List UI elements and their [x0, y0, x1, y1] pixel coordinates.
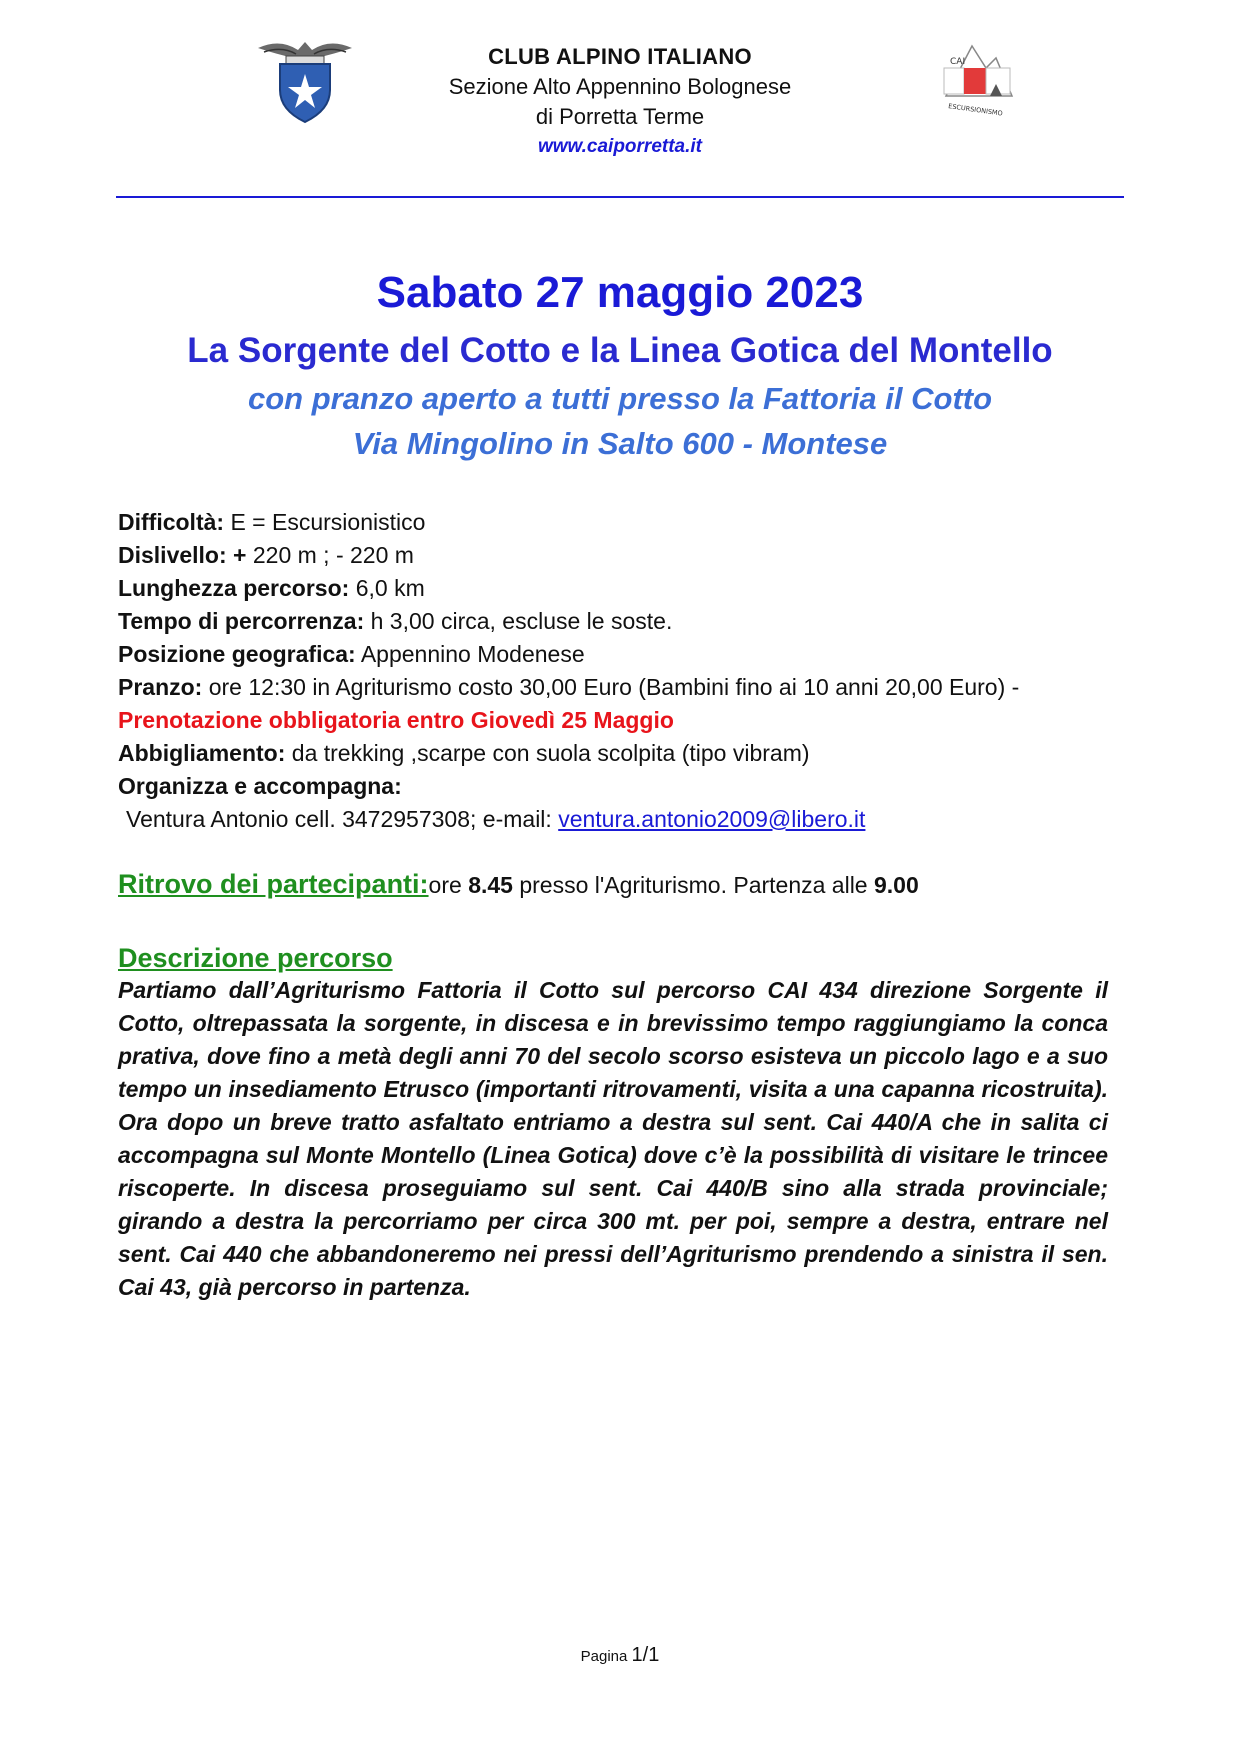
difficulty-label: Difficoltà:	[118, 509, 225, 535]
page-number: 1/1	[631, 1644, 660, 1666]
length-value: 6,0 km	[349, 575, 425, 601]
lunch-label: Pranzo:	[118, 674, 203, 700]
duration-row	[118, 605, 1128, 638]
website-link[interactable]: www.caiporretta.it	[538, 136, 702, 157]
svg-text:ESCURSIONISMO: ESCURSIONISMO	[947, 102, 1004, 118]
cai-escursionismo-logo	[938, 38, 1018, 122]
departure-time: 9.00	[874, 872, 919, 898]
lunch-value: ore 12:30 in Agriturismo costo 30,00 Euro (Bambini fino ai 10 anni 20,00 Euro) -	[202, 674, 1020, 700]
meeting-text-2: presso l'Agriturismo. Partenza alle	[512, 872, 874, 898]
lunch-note: con pranzo aperto a tutti presso la Fattoria il Cotto	[247, 381, 993, 416]
section-town: di Porretta Terme	[535, 104, 705, 129]
header-divider	[116, 196, 1124, 198]
location-label: Posizione geografica:	[118, 641, 356, 667]
event-details	[118, 506, 1128, 836]
duration-value: h 3,00 circa, escluse le soste.	[364, 608, 673, 634]
elevation-row	[118, 539, 1128, 572]
lunch-row	[118, 671, 1128, 704]
organizer-label: Organizza e accompagna:	[118, 773, 402, 799]
club-heading	[380, 42, 860, 162]
meeting-heading: Ritrovo dei partecipanti:	[118, 869, 429, 899]
event-date: Sabato 27 maggio 2023	[376, 268, 864, 317]
difficulty-row	[118, 506, 1128, 539]
meeting-text-1: ore	[428, 872, 469, 898]
organizer-email-link[interactable]: ventura.antonio2009@libero.it	[558, 806, 866, 832]
location-row	[118, 638, 1128, 671]
document-header	[0, 0, 1240, 200]
event-title-block	[0, 262, 1240, 466]
description-text: Partiamo dall’Agriturismo Fattoria il Cotto sul percorso CAI 434 direzione Sorgente il Cotto, oltrepassata la sorgente, in discesa e in brevissimo tempo raggiungiamo la conca prativa, dove fino a metà degli anni 70 del secolo scorso esisteva un piccolo lago e a suo tempo un insediamento Etrusco (importanti ritrovamenti, visita a una capanna ricostruita). Ora dopo un breve tratto asfaltato entriamo a destra sul sent. Cai 440/A che in salita ci accompagna sul Monte Montello (Linea Gotica) dove c’è la possibilità di visitare le trincee riscoperte. In discesa proseguiamo sul sent. Cai 440/B sino alla strada provinciale; girando a destra la percorriamo per circa 300 mt. per poi, sempre a destra, entrare nel sent. Cai 440 che abbandoneremo nei pressi dell’Agriturismo prendendo a sinistra il sen. Cai 43, già percorso in partenza.	[118, 977, 1108, 1300]
event-title: La Sorgente del Cotto e la Linea Gotica del Montello	[187, 331, 1053, 370]
club-name: CLUB ALPINO ITALIANO	[488, 44, 752, 69]
elevation-label: Dislivello: +	[118, 542, 247, 568]
duration-label: Tempo di percorrenza:	[118, 608, 365, 634]
page-label: Pagina	[580, 1648, 632, 1665]
clothing-label: Abbigliamento:	[118, 740, 286, 766]
difficulty-value: E = Escursionistico	[224, 509, 426, 535]
clothing-value: da trekking ,scarpe con suola scolpita (tipo vibram)	[285, 740, 810, 766]
clothing-row	[118, 737, 1128, 770]
page-footer	[0, 1644, 1240, 1667]
length-label: Lunghezza percorso:	[118, 575, 350, 601]
section-name: Sezione Alto Appennino Bolognese	[448, 74, 792, 99]
organizer-contact	[118, 803, 1128, 836]
svg-text:CAI: CAI	[950, 57, 966, 67]
booking-notice: Prenotazione obbligatoria entro Giovedì 25 Maggio	[118, 707, 674, 733]
cai-eagle-logo	[250, 36, 360, 126]
meeting-time: 8.45	[468, 872, 513, 898]
meeting-info	[118, 866, 1128, 903]
event-address: Via Mingolino in Salto 600 - Montese	[352, 426, 888, 461]
elevation-value: 220 m ; - 220 m	[246, 542, 414, 568]
location-value: Appennino Modenese	[355, 641, 585, 667]
organizer-text: Ventura Antonio cell. 3472957308; e-mail:	[126, 806, 559, 832]
length-row	[118, 572, 1128, 605]
description-heading: Descrizione percorso	[118, 943, 393, 973]
